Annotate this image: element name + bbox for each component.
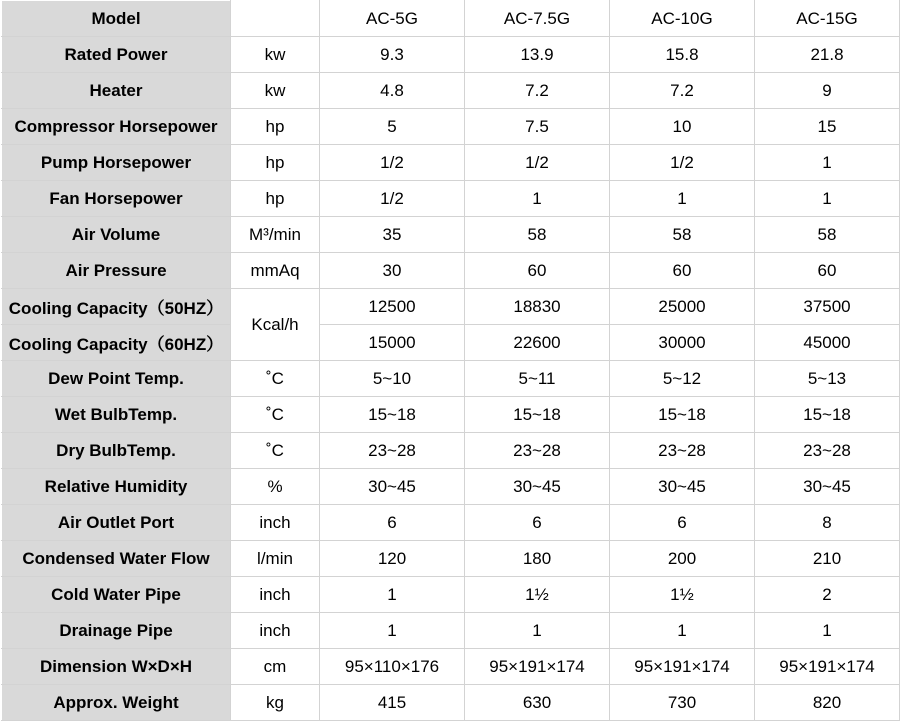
spec-value: 415 (320, 685, 465, 721)
spec-value: 95×110×176 (320, 649, 465, 685)
spec-table-body (2, 1, 900, 721)
spec-value: 23~28 (320, 433, 465, 469)
spec-value: 15~18 (320, 397, 465, 433)
model-header-cell: AC-7.5G (465, 1, 610, 37)
spec-row (2, 145, 900, 181)
spec-value: 15~18 (465, 397, 610, 433)
spec-unit: ˚C (231, 397, 320, 433)
spec-value: 15~18 (755, 397, 900, 433)
spec-value: 45000 (755, 325, 900, 361)
spec-value: 1 (610, 613, 755, 649)
spec-value: 1 (465, 613, 610, 649)
spec-label: Dry BulbTemp. (2, 433, 231, 469)
spec-value: 1/2 (320, 145, 465, 181)
spec-unit: Kcal/h (231, 289, 320, 361)
spec-value: 820 (755, 685, 900, 721)
spec-value: 6 (610, 505, 755, 541)
spec-row (2, 505, 900, 541)
spec-value: 1/2 (465, 145, 610, 181)
spec-value: 60 (465, 253, 610, 289)
spec-value: 1 (755, 145, 900, 181)
header-row (2, 1, 900, 37)
spec-unit: ˚C (231, 433, 320, 469)
spec-value: 15.8 (610, 37, 755, 73)
spec-row (2, 541, 900, 577)
spec-unit: hp (231, 181, 320, 217)
model-header-cell: AC-10G (610, 1, 755, 37)
spec-value: 37500 (755, 289, 900, 325)
spec-label: Air Volume (2, 217, 231, 253)
spec-value: 1 (755, 181, 900, 217)
spec-value: 12500 (320, 289, 465, 325)
spec-value: 30000 (610, 325, 755, 361)
spec-value: 5~13 (755, 361, 900, 397)
spec-row (2, 253, 900, 289)
spec-value: 7.5 (465, 109, 610, 145)
spec-label: Air Pressure (2, 253, 231, 289)
spec-value: 1½ (610, 577, 755, 613)
spec-row (2, 325, 900, 361)
spec-value: 1 (755, 613, 900, 649)
spec-label: Condensed Water Flow (2, 541, 231, 577)
unit-header-cell (231, 1, 320, 37)
spec-label: Drainage Pipe (2, 613, 231, 649)
spec-value: 58 (755, 217, 900, 253)
spec-value: 1/2 (320, 181, 465, 217)
spec-value: 30 (320, 253, 465, 289)
spec-value: 22600 (465, 325, 610, 361)
spec-unit: mmAq (231, 253, 320, 289)
spec-value: 1/2 (610, 145, 755, 181)
spec-label: Relative Humidity (2, 469, 231, 505)
spec-value: 4.8 (320, 73, 465, 109)
model-header-label: Model (2, 1, 231, 37)
spec-row (2, 181, 900, 217)
spec-row (2, 37, 900, 73)
spec-value: 1 (610, 181, 755, 217)
spec-value: 95×191×174 (610, 649, 755, 685)
spec-value: 1 (320, 577, 465, 613)
spec-row (2, 469, 900, 505)
spec-row (2, 685, 900, 721)
spec-row (2, 577, 900, 613)
spec-value: 2 (755, 577, 900, 613)
spec-table (1, 0, 900, 721)
model-header-cell: AC-15G (755, 1, 900, 37)
spec-value: 7.2 (610, 73, 755, 109)
spec-unit: cm (231, 649, 320, 685)
spec-label: Cooling Capacity（60HZ） (2, 325, 231, 361)
spec-value: 1 (465, 181, 610, 217)
spec-value: 8 (755, 505, 900, 541)
spec-value: 5~11 (465, 361, 610, 397)
spec-value: 15~18 (610, 397, 755, 433)
spec-value: 200 (610, 541, 755, 577)
spec-unit: inch (231, 505, 320, 541)
spec-value: 13.9 (465, 37, 610, 73)
spec-value: 5~10 (320, 361, 465, 397)
spec-value: 1 (320, 613, 465, 649)
spec-row (2, 397, 900, 433)
spec-value: 95×191×174 (465, 649, 610, 685)
spec-value: 60 (610, 253, 755, 289)
spec-unit: hp (231, 145, 320, 181)
spec-value: 30~45 (755, 469, 900, 505)
spec-label: Dimension W×D×H (2, 649, 231, 685)
spec-label: Compressor Horsepower (2, 109, 231, 145)
spec-label: Approx. Weight (2, 685, 231, 721)
spec-value: 6 (320, 505, 465, 541)
spec-label: Cooling Capacity（50HZ） (2, 289, 231, 325)
spec-value: 30~45 (465, 469, 610, 505)
spec-value: 60 (755, 253, 900, 289)
spec-value: 30~45 (610, 469, 755, 505)
spec-row (2, 433, 900, 469)
spec-value: 95×191×174 (755, 649, 900, 685)
spec-unit: inch (231, 613, 320, 649)
spec-label: Heater (2, 73, 231, 109)
spec-label: Wet BulbTemp. (2, 397, 231, 433)
spec-unit: hp (231, 109, 320, 145)
spec-value: 23~28 (755, 433, 900, 469)
spec-unit: l/min (231, 541, 320, 577)
spec-value: 15 (755, 109, 900, 145)
spec-value: 58 (465, 217, 610, 253)
spec-unit: kw (231, 37, 320, 73)
spec-value: 58 (610, 217, 755, 253)
spec-value: 6 (465, 505, 610, 541)
spec-label: Rated Power (2, 37, 231, 73)
spec-label: Air Outlet Port (2, 505, 231, 541)
spec-value: 730 (610, 685, 755, 721)
spec-value: 5 (320, 109, 465, 145)
spec-row (2, 613, 900, 649)
spec-unit: kw (231, 73, 320, 109)
spec-row (2, 217, 900, 253)
spec-label: Fan Horsepower (2, 181, 231, 217)
spec-value: 21.8 (755, 37, 900, 73)
spec-row (2, 73, 900, 109)
spec-value: 120 (320, 541, 465, 577)
spec-value: 18830 (465, 289, 610, 325)
spec-row (2, 289, 900, 325)
spec-value: 23~28 (465, 433, 610, 469)
spec-value: 15000 (320, 325, 465, 361)
spec-unit: kg (231, 685, 320, 721)
spec-value: 35 (320, 217, 465, 253)
spec-row (2, 649, 900, 685)
spec-unit: M³/min (231, 217, 320, 253)
spec-value: 30~45 (320, 469, 465, 505)
spec-value: 210 (755, 541, 900, 577)
spec-value: 9 (755, 73, 900, 109)
spec-label: Cold Water Pipe (2, 577, 231, 613)
spec-unit: inch (231, 577, 320, 613)
spec-value: 630 (465, 685, 610, 721)
spec-row (2, 109, 900, 145)
spec-unit: % (231, 469, 320, 505)
spec-value: 7.2 (465, 73, 610, 109)
spec-value: 25000 (610, 289, 755, 325)
spec-value: 1½ (465, 577, 610, 613)
spec-value: 9.3 (320, 37, 465, 73)
spec-label: Dew Point Temp. (2, 361, 231, 397)
spec-unit: ˚C (231, 361, 320, 397)
model-header-cell: AC-5G (320, 1, 465, 37)
spec-value: 10 (610, 109, 755, 145)
spec-label: Pump Horsepower (2, 145, 231, 181)
spec-value: 180 (465, 541, 610, 577)
spec-value: 23~28 (610, 433, 755, 469)
spec-row (2, 361, 900, 397)
spec-value: 5~12 (610, 361, 755, 397)
